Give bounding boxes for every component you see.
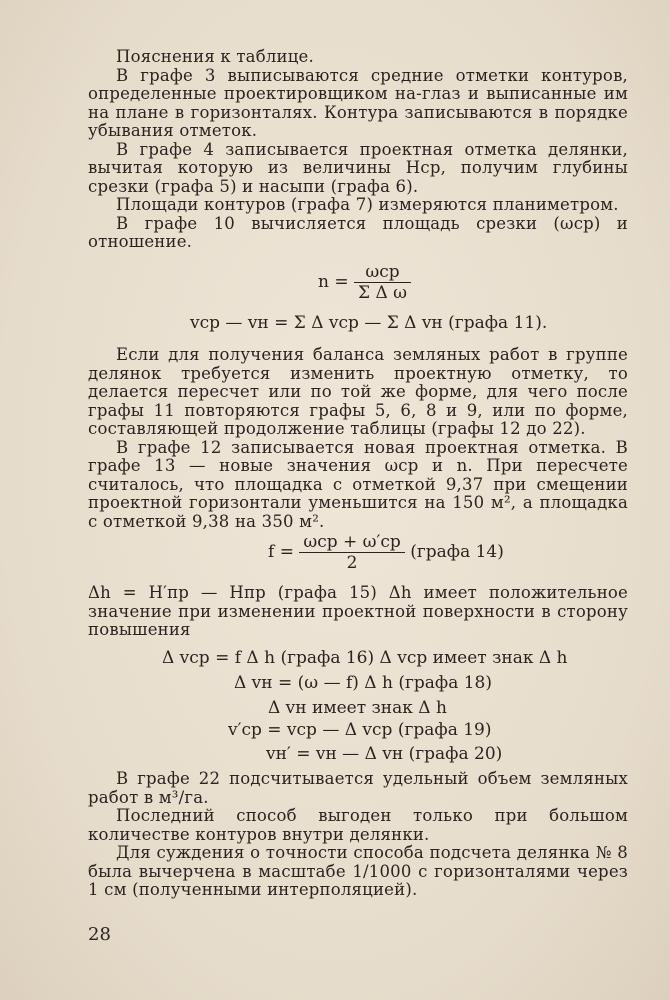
- formula-n: [318, 262, 411, 303]
- formula-dv-cp: Δ vср = f Δ h (графа 16) Δ vср имеет знак Δ h: [162, 648, 568, 668]
- paragraph-8: В графе 22 подсчитывается удельный объем земляных работ в м³/га.: [88, 769, 628, 807]
- paragraph-5: Если для получения баланса земляных работ в группе делянок требуется изменить проектную отметку, то делается пересчет или по той же форме, для чего после графы 11 повторяются графы 5, 6, 8 и 9, или по форме, составляющей продолжение таблицы (графы 12 до 22).: [88, 345, 628, 438]
- paragraph-6: В графе 12 записывается новая проектная отметка. В графе 13 — новые значения ωср и n. При пересчете считалось, что площадка с отметкой 9,37 при смещении проектной горизонтали уменьшится на 150 м², а площадка с отметкой 9,38 на 350 м².: [88, 437, 628, 531]
- paragraph-2: В графе 4 записывается проектная отметка делянки, вычитая которую из величины Hср, получим глубины срезки (графа 5) и насыпи (графа 6).: [88, 139, 628, 196]
- formula-f-denominator: 2: [346, 553, 358, 573]
- paragraph-7: Δh = H′пр — Hпр (графа 15) Δh имеет положительное значение при изменении проектной поверхности в сторону повышения: [88, 583, 628, 639]
- text-block-top: [88, 48, 628, 252]
- formula-dv-n: Δ vн = (ω — f) Δ h (графа 18): [234, 673, 492, 693]
- formula-n-fraction: [354, 262, 411, 303]
- paragraph-9: Последний способ выгоден только при большом количестве контуров внутри делянки.: [88, 806, 628, 844]
- paragraph-10: Для суждения о точности способа подсчета делянка № 8 была вычерчена в масштабе 1/1000 с горизонталями через 1 см (полученными интерполяцией).: [88, 843, 628, 899]
- formula-f-rhs: (графа 14): [410, 542, 504, 562]
- paragraph-1: В графе 3 выписываются средние отметки контуров, определенные проектировщиком на-глаз и выписанные им на плане в горизонталях. Контура записываются в порядке убывания отметок.: [88, 65, 628, 140]
- formula-f-fraction: [299, 532, 404, 573]
- text-block-middle: [88, 346, 628, 531]
- formula-f-numerator: ωср + ω′ср: [299, 532, 404, 553]
- formula-v-balance: vср — vн = Σ Δ vср — Σ Δ vн (графа 11).: [190, 313, 548, 333]
- formula-n-denominator: Σ Δ ω: [358, 283, 407, 303]
- formula-f: [268, 532, 504, 573]
- formula-n-numerator: ωср: [354, 262, 411, 283]
- page-number: 28: [88, 924, 111, 945]
- formula-v-cp-new: v′ср = vср — Δ vср (графа 19): [228, 720, 492, 740]
- paragraph-4: В графе 10 вычисляется площадь срезки (ωср) и отношение.: [88, 213, 628, 251]
- formula-f-lhs: f =: [268, 542, 294, 562]
- formula-v-n-new: vн′ = vн — Δ vн (графа 20): [266, 744, 503, 764]
- formula-n-lhs: n =: [318, 272, 349, 292]
- text-block-bottom: [88, 770, 628, 900]
- paragraph-3: Площади контуров (графа 7) измеряются планиметром.: [116, 195, 619, 214]
- formula-dv-n-sign: Δ vн имеет знак Δ h: [268, 698, 447, 718]
- text-block-delta-h: [88, 584, 628, 640]
- heading: Пояснения к таблице.: [116, 47, 314, 66]
